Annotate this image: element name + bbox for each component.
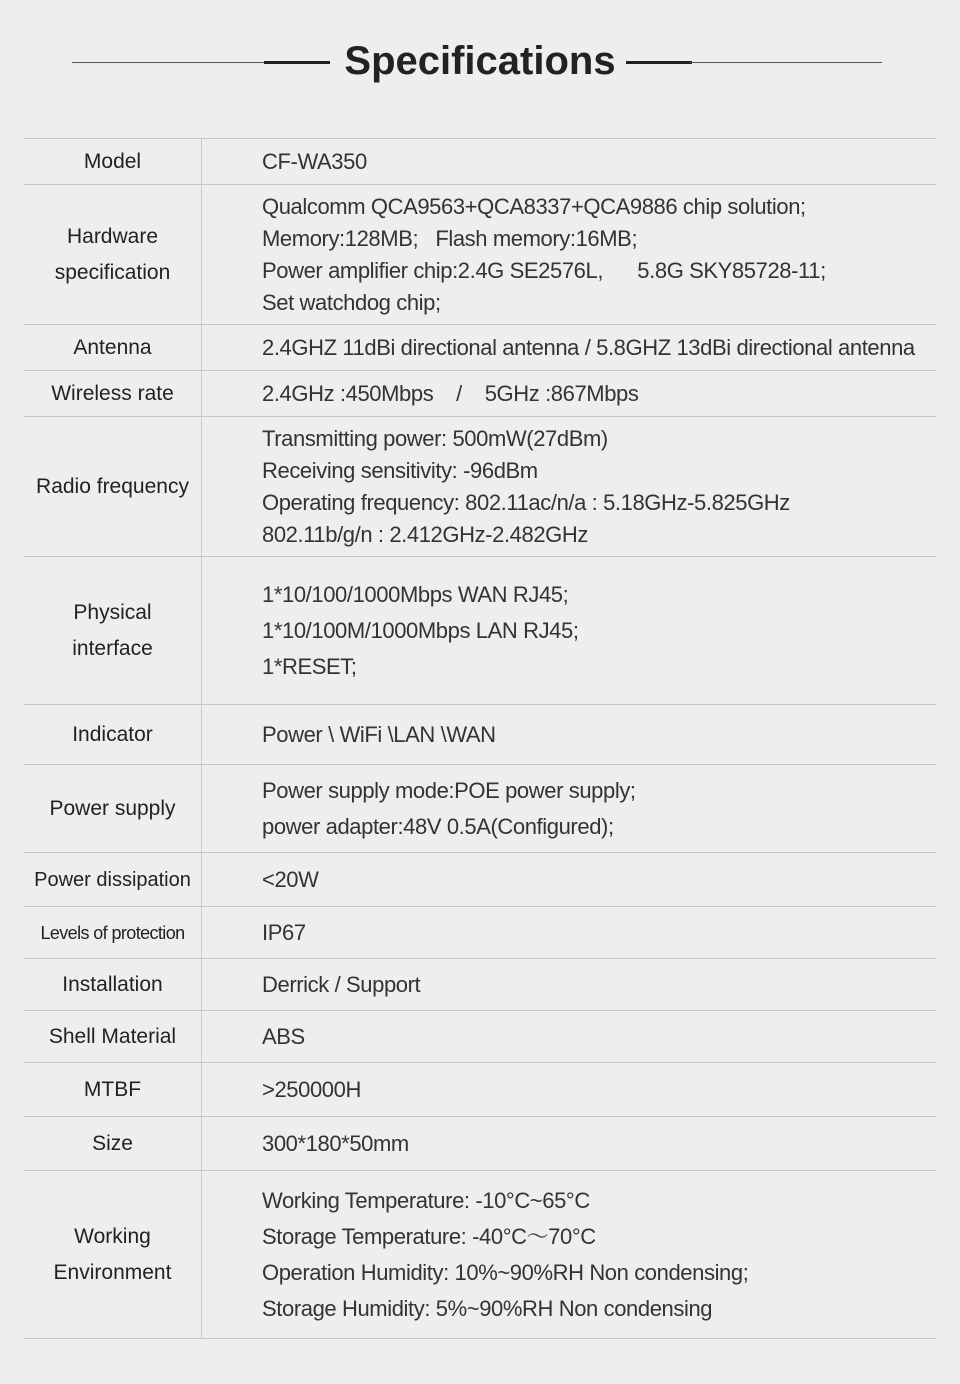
spec-label: Radio frequency — [24, 417, 202, 556]
spec-row-physical-interface — [24, 557, 936, 705]
spec-row-indicator — [24, 705, 936, 765]
specifications-table — [24, 138, 936, 1339]
spec-value — [202, 1117, 936, 1170]
spec-label: Indicator — [24, 705, 202, 764]
spec-value-line: 300*180*50mm — [262, 1130, 409, 1156]
spec-value-line: Power amplifier chip:2.4G SE2576L, 5.8G SKY85728-11; — [262, 257, 826, 283]
spec-row-mtbf — [24, 1063, 936, 1117]
page-title: Specifications — [344, 39, 616, 83]
spec-label: Working Environment — [24, 1171, 202, 1338]
spec-value-line: Transmitting power: 500mW(27dBm) — [262, 425, 608, 451]
spec-value — [202, 959, 936, 1010]
spec-label: MTBF — [24, 1063, 202, 1116]
spec-label: Shell Material — [24, 1011, 202, 1062]
spec-value — [202, 1171, 936, 1338]
spec-value-line: Storage Temperature: -40°C～70°C — [262, 1223, 596, 1249]
spec-value-line: <20W — [262, 866, 319, 892]
title-rule-right — [690, 62, 882, 63]
spec-value — [202, 557, 936, 704]
header — [0, 0, 960, 120]
spec-value-line: Power supply mode:POE power supply; — [262, 777, 636, 803]
spec-value — [202, 765, 936, 852]
spec-row-antenna — [24, 325, 936, 371]
spec-label: Wireless rate — [24, 371, 202, 416]
spec-value-line: Set watchdog chip; — [262, 289, 441, 315]
spec-value-line: power adapter:48V 0.5A(Configured); — [262, 813, 614, 839]
spec-value-line: Qualcomm QCA9563+QCA8337+QCA9886 chip solution; — [262, 193, 806, 219]
spec-label: Installation — [24, 959, 202, 1010]
spec-value-line: 802.11b/g/n : 2.412GHz-2.482GHz — [262, 521, 588, 547]
spec-row-working-environment — [24, 1171, 936, 1339]
spec-label: Power supply — [24, 765, 202, 852]
spec-value-line: ABS — [262, 1023, 305, 1049]
spec-value-line: Memory:128MB; Flash memory:16MB; — [262, 225, 638, 251]
spec-value — [202, 853, 936, 906]
title-rule-right-accent — [626, 61, 692, 64]
spec-value-line: >250000H — [262, 1076, 361, 1102]
spec-value — [202, 139, 936, 184]
spec-row-hardware — [24, 185, 936, 325]
spec-value — [202, 907, 936, 958]
spec-label: Power dissipation — [24, 853, 202, 906]
spec-value-line: Power \ WiFi \LAN \WAN — [262, 721, 496, 747]
spec-row-power-supply — [24, 765, 936, 853]
spec-value-line: Working Temperature: -10°C~65°C — [262, 1187, 590, 1213]
spec-value-line: 1*10/100M/1000Mbps LAN RJ45; — [262, 617, 579, 643]
spec-label: Size — [24, 1117, 202, 1170]
spec-value-line: Operation Humidity: 10%~90%RH Non condensing; — [262, 1259, 749, 1285]
spec-value — [202, 1011, 936, 1062]
spec-value-line: 2.4GHz :450Mbps / 5GHz :867Mbps — [262, 380, 639, 406]
spec-row-levels-of-protection — [24, 907, 936, 959]
spec-label: Physical interface — [24, 557, 202, 704]
spec-value-line: CF-WA350 — [262, 148, 367, 174]
spec-value — [202, 371, 936, 416]
spec-row-shell-material — [24, 1011, 936, 1063]
spec-label: Antenna — [24, 325, 202, 370]
spec-value — [202, 417, 936, 556]
spec-label: Levels of protection — [24, 907, 202, 958]
spec-row-wireless-rate — [24, 371, 936, 417]
spec-row-model — [24, 139, 936, 185]
spec-row-size — [24, 1117, 936, 1171]
spec-label: Model — [24, 139, 202, 184]
spec-value-line: 1*10/100/1000Mbps WAN RJ45; — [262, 581, 569, 607]
spec-value — [202, 1063, 936, 1116]
spec-value — [202, 705, 936, 764]
spec-value-line: Storage Humidity: 5%~90%RH Non condensing — [262, 1295, 713, 1321]
spec-value-line: 1*RESET; — [262, 653, 357, 679]
spec-value-line: Derrick / Support — [262, 971, 421, 997]
spec-value-line: 2.4GHZ 11dBi directional antenna / 5.8GHZ 13dBi directional antenna — [262, 334, 915, 360]
spec-row-installation — [24, 959, 936, 1011]
spec-row-power-dissipation — [24, 853, 936, 907]
spec-value — [202, 185, 936, 324]
spec-value-line: Receiving sensitivity: -96dBm — [262, 457, 538, 483]
spec-value-line: Operating frequency: 802.11ac/n/a : 5.18GHz-5.825GHz — [262, 489, 790, 515]
spec-label: Hardware specification — [24, 185, 202, 324]
spec-value — [202, 325, 936, 370]
spec-row-radio-frequency — [24, 417, 936, 557]
spec-value-line: IP67 — [262, 919, 306, 945]
